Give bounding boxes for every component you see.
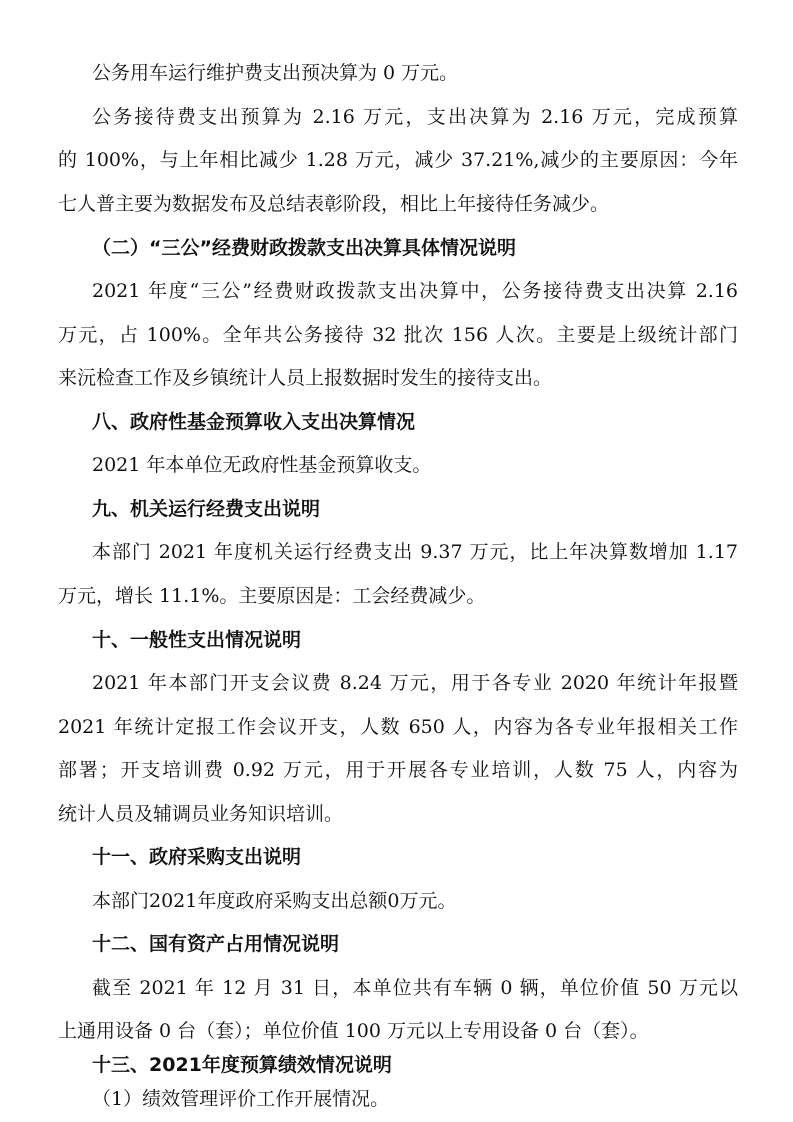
text-line: 本部门 2021 年度机关运行经费支出 9.37 万元，比上年决算数增加 1.17 bbox=[92, 541, 738, 563]
text-line: 上通用设备 0 台（套）；单位价值 100 万元以上专用设备 0 台（套）。 bbox=[58, 1020, 649, 1042]
section-heading: 八、政府性基金预算收入支出决算情况 bbox=[92, 411, 416, 433]
text-line: 统计人员及辅调员业务知识培训。 bbox=[58, 803, 344, 825]
text-line: 2021 年度“三公”经费财政拨款支出决算中，公务接待费支出决算 2.16 bbox=[92, 280, 738, 302]
text-line: 的 100%，与上年相比减少 1.28 万元，减少 37.21%,减少的主要原因：今年 bbox=[58, 149, 738, 171]
section-heading: 十三、2021年度预算绩效情况说明 bbox=[92, 1054, 392, 1076]
text-line: 本部门2021年度政府采购支出总额0万元。 bbox=[92, 890, 457, 912]
sub-heading: （1）绩效管理评价工作开展情况。 bbox=[92, 1088, 390, 1110]
text-line: 万元，增长 11.1%。主要原因是：工会经费减少。 bbox=[58, 585, 486, 607]
text-line: 七人普主要为数据发布及总结表彰阶段，相比上年接待任务减少。 bbox=[58, 193, 610, 215]
section-heading: 九、机关运行经费支出说明 bbox=[92, 498, 321, 520]
text-line: 万元，占 100%。全年共公务接待 32 批次 156 人次。主要是上级统计部门 bbox=[58, 324, 738, 346]
text-line: 公务接待费支出预算为 2.16 万元，支出决算为 2.16 万元，完成预算 bbox=[92, 106, 738, 128]
text-line: 部署；开支培训费 0.92 万元，用于开展各专业培训，人数 75 人，内容为 bbox=[58, 759, 738, 781]
section-heading: （二）“三公”经费财政拨款支出决算具体情况说明 bbox=[92, 237, 516, 259]
text-line: 截至 2021 年 12 月 31 日，本单位共有车辆 0 辆，单位价值 50 万元以 bbox=[92, 977, 738, 999]
section-heading: 十二、国有资产占用情况说明 bbox=[92, 933, 340, 955]
text-line: 公务用车运行维护费支出预决算为 0 万元。 bbox=[92, 62, 459, 84]
section-heading: 十、一般性支出情况说明 bbox=[92, 629, 302, 651]
text-line: 来沅检查工作及乡镇统计人员上报数据时发生的接待支出。 bbox=[58, 367, 553, 389]
section-heading: 十一、政府采购支出说明 bbox=[92, 846, 302, 868]
text-line: 2021 年统计定报工作会议开支，人数 650 人，内容为各专业年报相关工作 bbox=[58, 716, 738, 738]
text-line: 2021 年本单位无政府性基金预算收支。 bbox=[92, 454, 432, 476]
text-line: 2021 年本部门开支会议费 8.24 万元，用于各专业 2020 年统计年报暨 bbox=[92, 672, 738, 694]
